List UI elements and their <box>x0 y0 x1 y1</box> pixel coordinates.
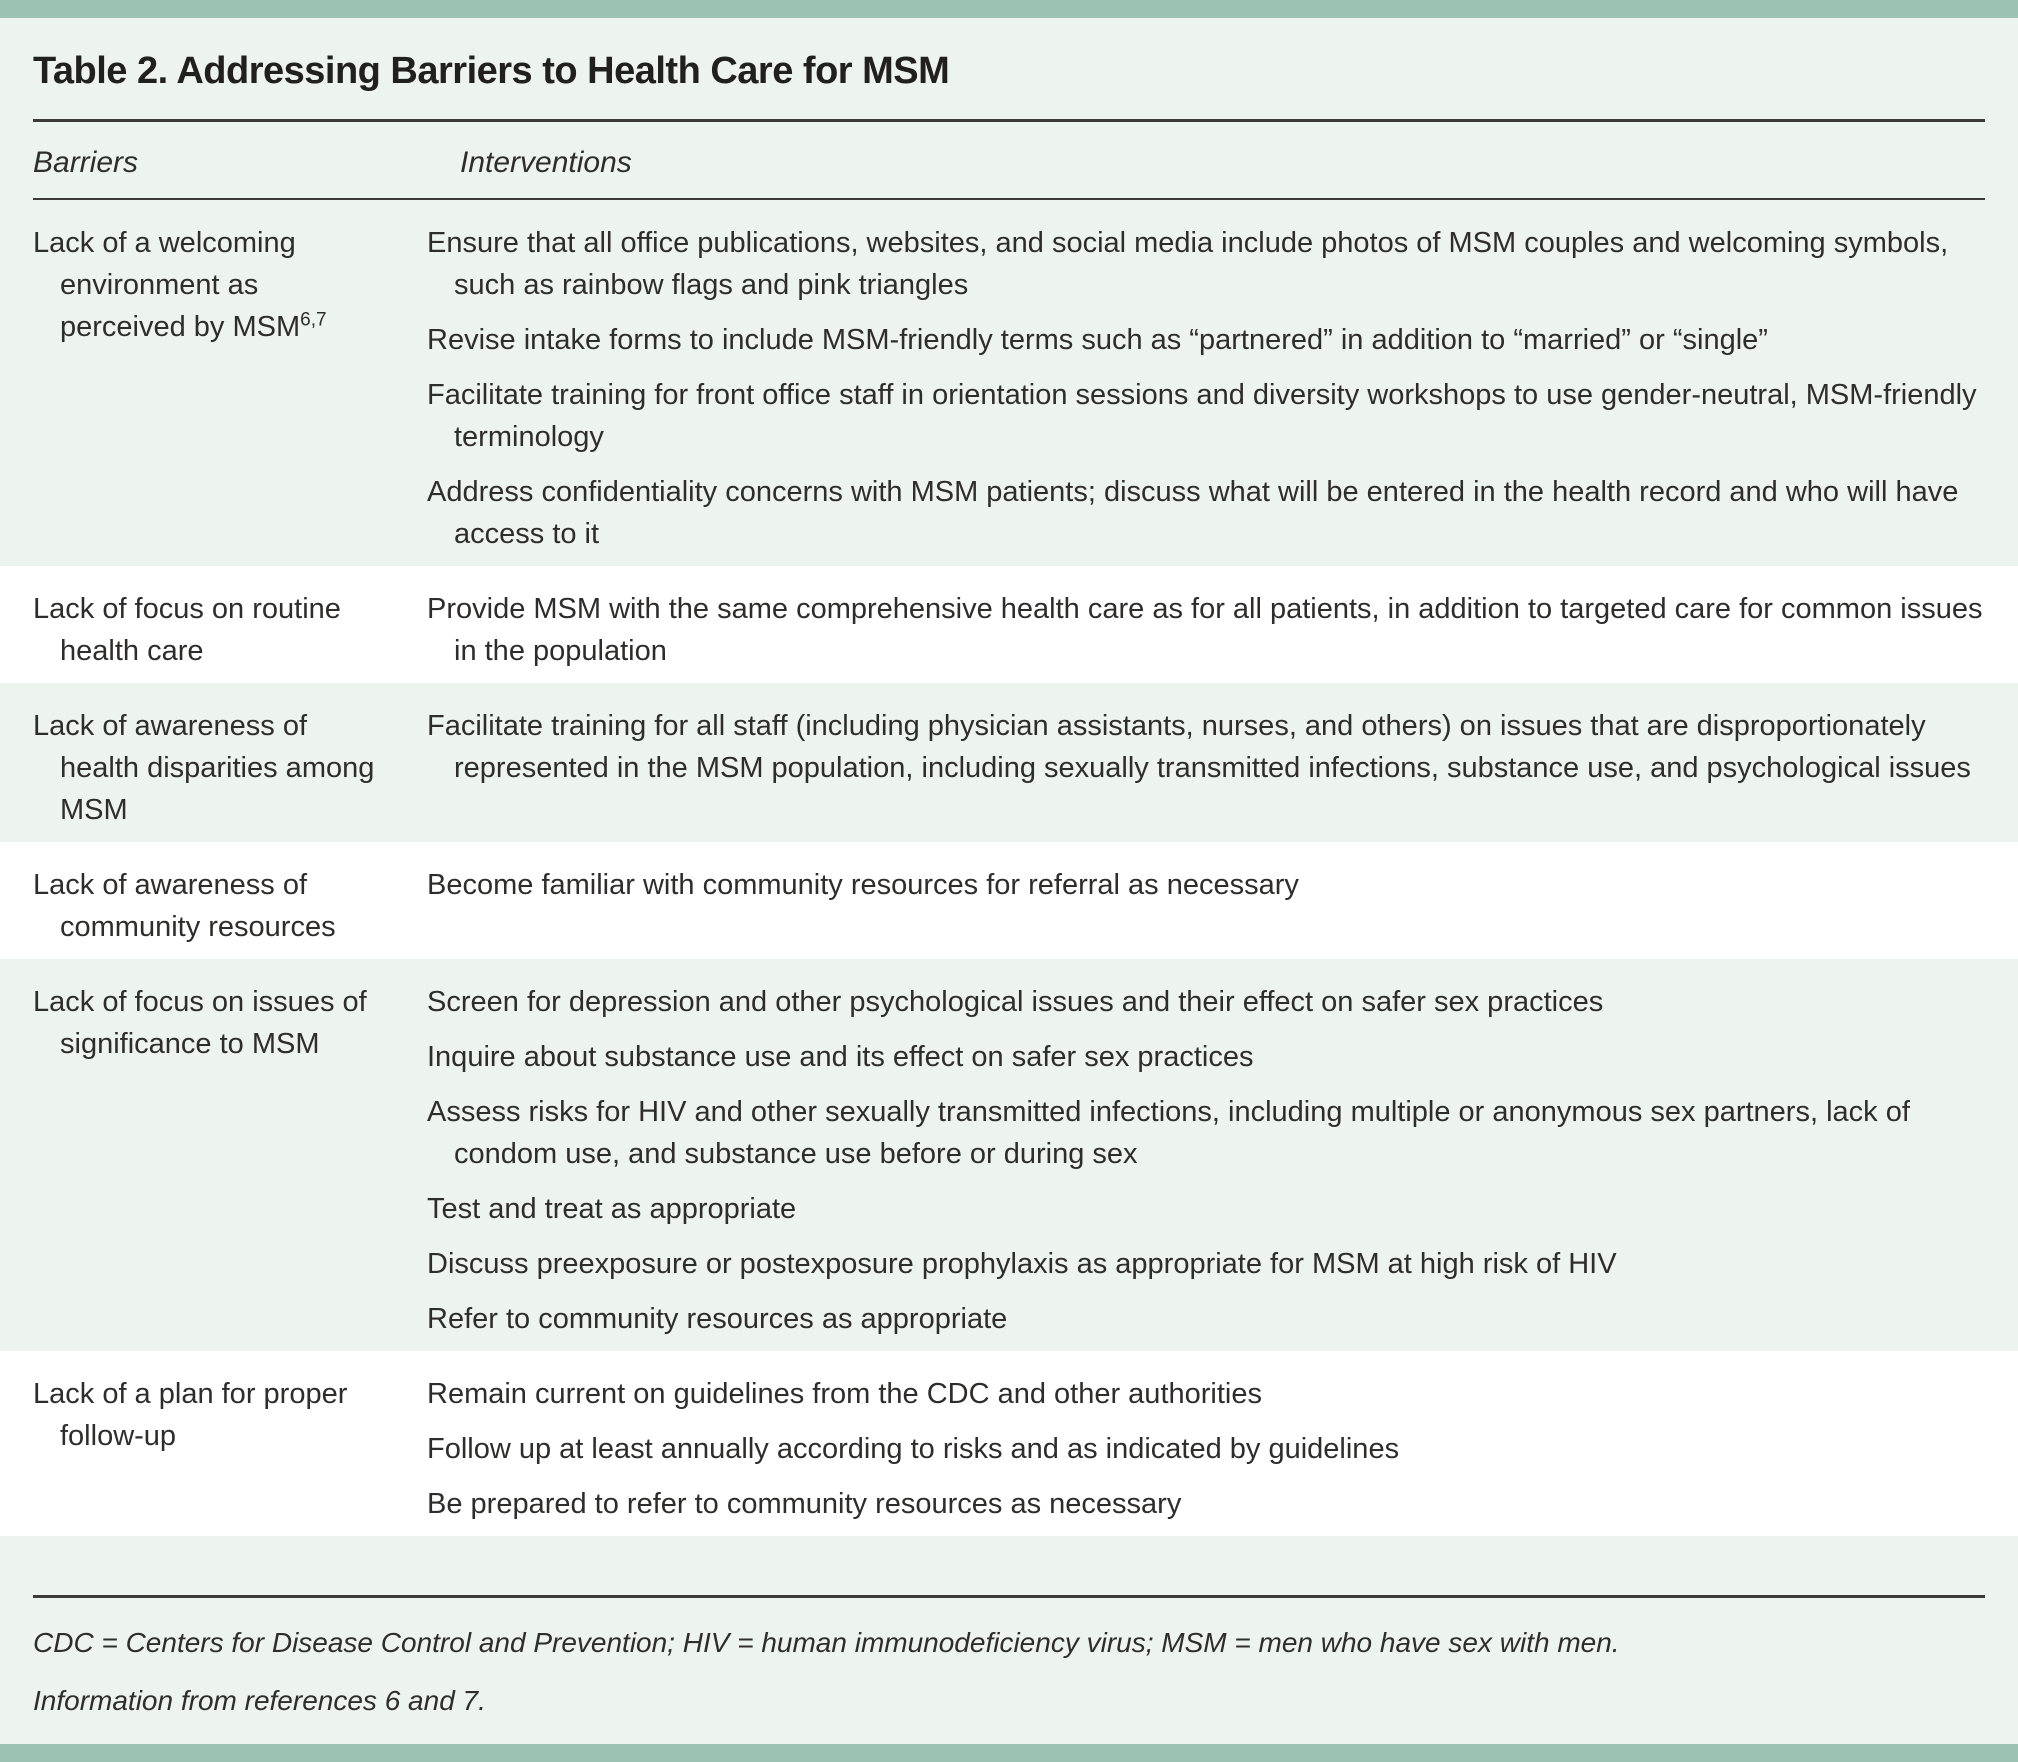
table-row <box>0 683 2018 842</box>
intervention-item: Inquire about substance use and its effect on safer sex practices <box>427 1041 1254 1073</box>
intervention-item: Revise intake forms to include MSM-friendly terms such as “partnered” in addition to “married” or “single” <box>427 324 1768 356</box>
interventions-cell <box>427 864 1985 948</box>
barrier-cell: Lack of awareness of community resources <box>33 869 336 943</box>
barrier-reference-superscript: 6,7 <box>300 309 327 331</box>
intervention-item: Assess risks for HIV and other sexually transmitted infections, including multiple or anonymous sex partners, lack of condom use, and substance use before or during sex <box>427 1096 1910 1170</box>
table-footer <box>0 1567 2018 1744</box>
column-header-interventions: Interventions <box>460 146 632 179</box>
abbreviations-footnote: CDC = Centers for Disease Control and Prevention; HIV = human immunodeficiency virus; MSM = men who have sex with men. <box>33 1627 1620 1658</box>
interventions-cell <box>427 1373 1985 1525</box>
barrier-cell <box>33 222 427 555</box>
barrier-cell: Lack of a plan for proper follow-up <box>33 1378 348 1452</box>
interventions-cell <box>427 705 1985 831</box>
intervention-item: Refer to community resources as appropriate <box>427 1303 1008 1335</box>
column-header-barriers: Barriers <box>33 146 139 179</box>
intervention-item: Facilitate training for front office staff in orientation sessions and diversity workshops to use gender-neutral, MSM-friendly terminology <box>427 379 1977 453</box>
column-header-row <box>0 122 2018 198</box>
interventions-cell <box>427 588 1985 672</box>
footer-divider <box>33 1595 1985 1598</box>
intervention-item: Remain current on guidelines from the CDC and other authorities <box>427 1378 1262 1410</box>
source-footnote: Information from references 6 and 7. <box>33 1685 486 1716</box>
table-row <box>0 959 2018 1351</box>
table-row <box>0 566 2018 683</box>
barrier-cell: Lack of focus on issues of significance to MSM <box>33 986 367 1060</box>
intervention-item: Provide MSM with the same comprehensive health care as for all patients, in addition to targeted care for common issues in the population <box>427 593 1983 667</box>
table-row <box>0 1351 2018 1536</box>
intervention-item: Ensure that all office publications, websites, and social media include photos of MSM couples and welcoming symbols, such as rainbow flags and pink triangles <box>427 227 1949 301</box>
intervention-item: Discuss preexposure or postexposure prophylaxis as appropriate for MSM at high risk of HIV <box>427 1248 1617 1280</box>
table-card <box>0 18 2018 1744</box>
table-row <box>0 200 2018 566</box>
table-row <box>0 842 2018 959</box>
barrier-cell: Lack of focus on routine health care <box>33 593 341 667</box>
intervention-item: Address confidentiality concerns with MSM patients; discuss what will be entered in the health record and who will have access to it <box>427 476 1959 550</box>
top-accent-band <box>0 0 2018 18</box>
barrier-text: Lack of a welcoming environment as perceived by MSM <box>33 227 301 343</box>
intervention-item: Screen for depression and other psychological issues and their effect on safer sex practices <box>427 986 1604 1018</box>
interventions-cell <box>427 222 1985 555</box>
intervention-item: Become familiar with community resources for referral as necessary <box>427 869 1299 901</box>
intervention-item: Test and treat as appropriate <box>427 1193 797 1225</box>
intervention-item: Facilitate training for all staff (including physician assistants, nurses, and others) on issues that are disproportionately represented in the MSM population, including sexually transmitted infections, substance use, and psychological issues <box>427 710 1971 784</box>
barrier-cell: Lack of awareness of health disparities among MSM <box>33 710 375 826</box>
interventions-cell <box>427 981 1985 1340</box>
table-title: Table 2. Addressing Barriers to Health Care for MSM <box>33 50 950 92</box>
intervention-item: Follow up at least annually according to risks and as indicated by guidelines <box>427 1433 1400 1465</box>
bottom-accent-band <box>0 1744 2018 1762</box>
intervention-item: Be prepared to refer to community resources as necessary <box>427 1488 1182 1520</box>
